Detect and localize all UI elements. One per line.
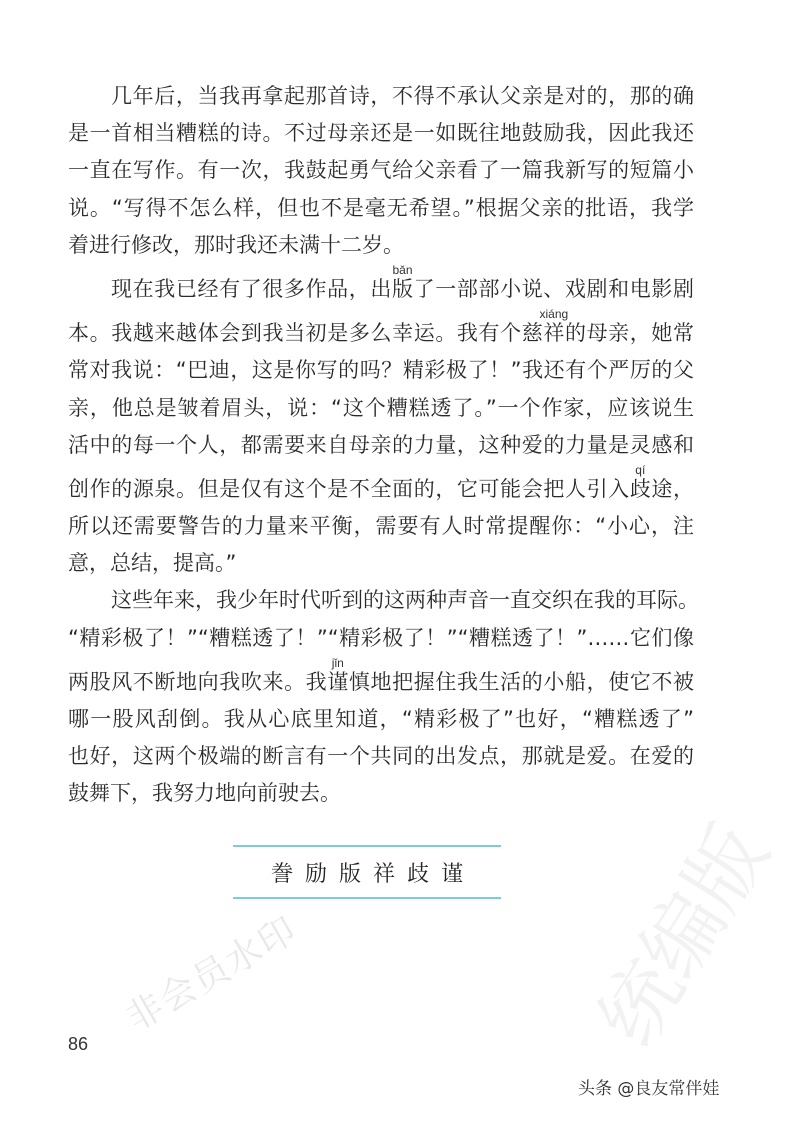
text-line: 活中的每一个人，都需要来自母亲的力量，这种爱的力量是灵感和: [68, 432, 694, 457]
text-line: [68, 264, 694, 308]
text-line: 所以还需要警告的力量来平衡，需要有人时常提醒你：“小心，注: [68, 514, 694, 539]
new-word: 谨: [441, 861, 464, 887]
text-line: 意，总结，提高。”: [68, 551, 237, 576]
text-line: 常对我说：“巴迪，这是你写的吗？精彩极了！”我还有个严厉的父: [68, 358, 694, 383]
new-word: 版: [338, 861, 361, 887]
text-line: [68, 464, 694, 508]
text-line: 鼓舞下，我努力地向前驶去。: [68, 781, 341, 806]
new-word: 祥: [373, 861, 396, 887]
text-line: [68, 657, 694, 701]
pinyin: xiáng: [539, 307, 569, 322]
new-word: 歧: [407, 861, 430, 887]
source-credit: 头条 @良友常伴娃: [578, 1079, 720, 1099]
char: 歧: [629, 476, 651, 501]
annotated-char: [392, 262, 413, 308]
text-line: 也好，这两个极端的断言有一个共同的出发点，那就是爱。在爱的: [68, 744, 694, 769]
annotated-char: [327, 655, 349, 701]
text-segment: 途，: [650, 476, 695, 501]
text-line: 是一首相当糟糕的诗。不过母亲还是一如既往地鼓励我，因此我还: [68, 121, 694, 146]
text-line: “精彩极了！”“糟糕透了！”“精彩极了！”“糟糕透了！”……它们像: [68, 625, 694, 650]
text-line: 一直在写作。有一次，我鼓起勇气给父亲看了一篇我新写的短篇小: [68, 158, 694, 183]
char: 谨: [327, 669, 349, 694]
text-line: [68, 308, 694, 352]
text-segment: 现在我已经有了很多作品，出: [111, 276, 392, 301]
pinyin: qí: [635, 462, 646, 477]
char: 版: [392, 276, 413, 301]
text-line: 说。“写得不怎么样，但也不是毫无希望。”根据父亲的批语，我学: [68, 195, 694, 220]
char: 祥: [543, 321, 565, 346]
new-words-box: [233, 845, 501, 899]
text-line: 这些年来，我少年时代听到的这两种声音一直交织在我的耳际。: [111, 588, 699, 613]
new-word: 励: [304, 861, 327, 887]
text-line: 亲，他总是皱着眉头，说：“这个糟糕透了。”一个作家，应该说生: [68, 395, 694, 420]
text-segment: 的母亲，她常: [564, 321, 695, 346]
text-segment: 本。我越来越体会到我当初是多么幸运。我有个慈: [68, 321, 544, 346]
pinyin: jǐn: [331, 655, 344, 670]
new-word: 誊: [270, 861, 293, 887]
watermark-text: 非会员水印: [119, 909, 305, 1040]
page-number: 86: [68, 1034, 89, 1054]
text-segment: 了一部部小说、戏剧和电影剧: [413, 276, 694, 301]
text-segment: 创作的源泉。但是仅有这个是不全面的，它可能会把人引入: [68, 476, 630, 501]
annotated-char: [629, 462, 651, 508]
text-segment: 慎地把握住我生活的小船，使它不被: [348, 669, 695, 694]
pinyin: bǎn: [392, 262, 413, 277]
annotated-char: [539, 307, 569, 352]
watermark-large: 统编版: [580, 808, 787, 1062]
text-line: 哪一股风刮倒。我从心底里知道，“精彩极了”也好，“糟糕透了”: [68, 707, 694, 731]
body-text: [68, 78, 699, 813]
text-segment: 两股风不断地向我吹来。我: [68, 669, 328, 694]
text-line: 几年后，当我再拿起那首诗，不得不承认父亲是对的，那的确: [111, 84, 694, 108]
text-line: 着进行修改，那时我还未满十二岁。: [68, 232, 404, 257]
